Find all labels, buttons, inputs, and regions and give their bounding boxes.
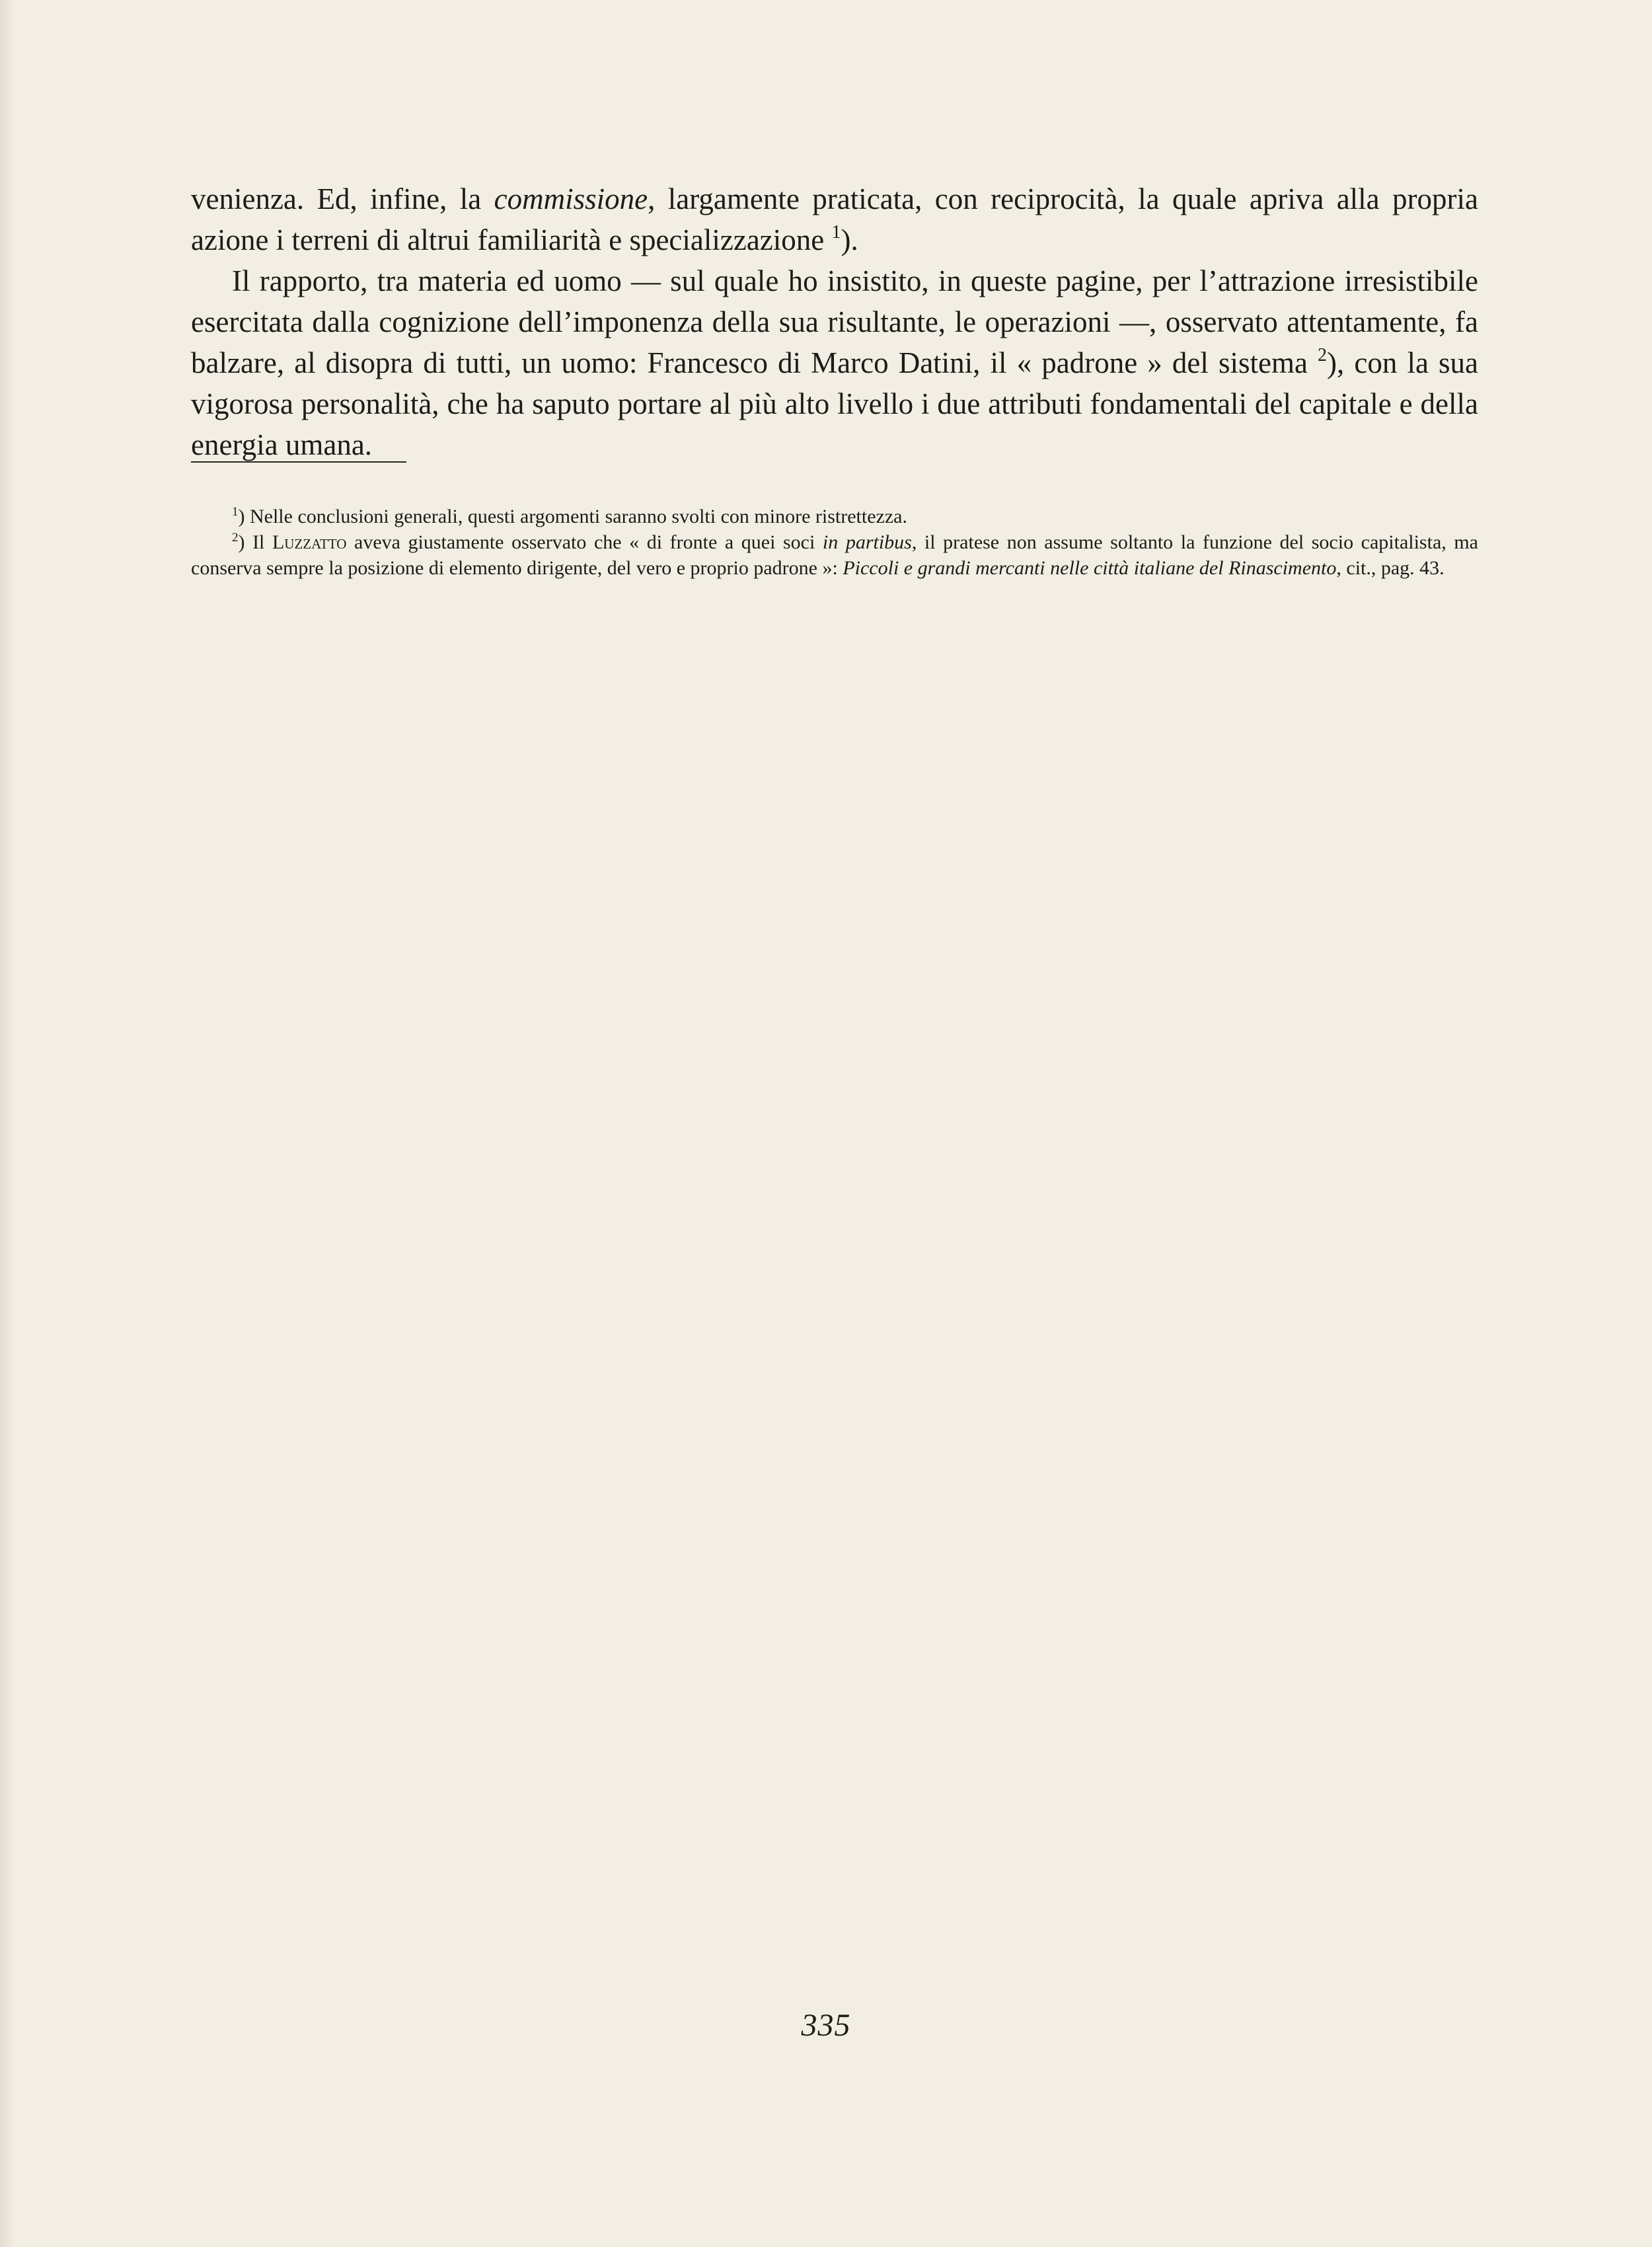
paragraph-1-text-a: venienza. Ed, infine, la — [191, 182, 494, 215]
footnote-1-number: 1 — [232, 505, 239, 519]
footnote-2-text-d: , cit., pag. 43. — [1336, 557, 1445, 579]
page-edge-shadow — [0, 0, 15, 2247]
paragraph-2 — [191, 260, 1478, 465]
paragraph-2-text-a: Il rapporto, tra materia ed uomo — sul quale ho insistito, in queste pagine, per l’attrazione irresistibile esercitata dalla cognizione dell’imponenza della sua risultante, le operazioni —, osservato attentamente, fa balzare, al disopra di tutti, un uomo: Francesco di Marco Datini, il « padrone » del sistema — [191, 264, 1478, 379]
footnote-ref-1: 1 — [831, 222, 841, 243]
footnote-2-book-title: Piccoli e grandi mercanti nelle città italiane del Rinascimento — [843, 557, 1337, 579]
footnote-1 — [191, 504, 1478, 529]
footnote-separator — [191, 461, 406, 463]
footnote-2-number: 2 — [232, 531, 239, 545]
footnote-2-text-b: aveva giustamente osservato che « di fronte a quei soci — [346, 531, 823, 553]
paragraph-1 — [191, 178, 1478, 260]
paragraph-2-text-b: ), con la sua vigorosa personalità, che ha saputo portare al più alto livello i due attributi fondamentali del capitale e della energia umana. — [191, 346, 1479, 461]
paragraph-1-text-c: ). — [841, 223, 858, 256]
footnote-1-text: ) Nelle conclusioni generali, questi argomenti saranno svolti con minore ristrettezza. — [238, 506, 907, 527]
term-commissione: commissione — [494, 182, 648, 215]
page-number: 335 — [801, 2008, 851, 2043]
paragraph-1-text-b: , largamente praticata, con reciprocità, la quale apriva alla propria azione i terreni di altrui familiarità e specializzazione — [191, 182, 1478, 256]
footnote-2-latin-term: in partibus — [822, 531, 912, 553]
footnote-2-text-a: ) Il — [238, 531, 272, 553]
footnote-2-text-c: , il pratese non assume soltanto la funzione del socio capitalista, ma conserva sempre la posizione di elemento dirigente, del vero e proprio padrone »: — [191, 531, 1478, 579]
footnote-2 — [191, 529, 1478, 581]
footnotes — [191, 504, 1478, 581]
footnote-ref-2: 2 — [1318, 345, 1328, 365]
footnote-2-author: Luzzatto — [272, 531, 347, 553]
main-text — [191, 178, 1478, 465]
